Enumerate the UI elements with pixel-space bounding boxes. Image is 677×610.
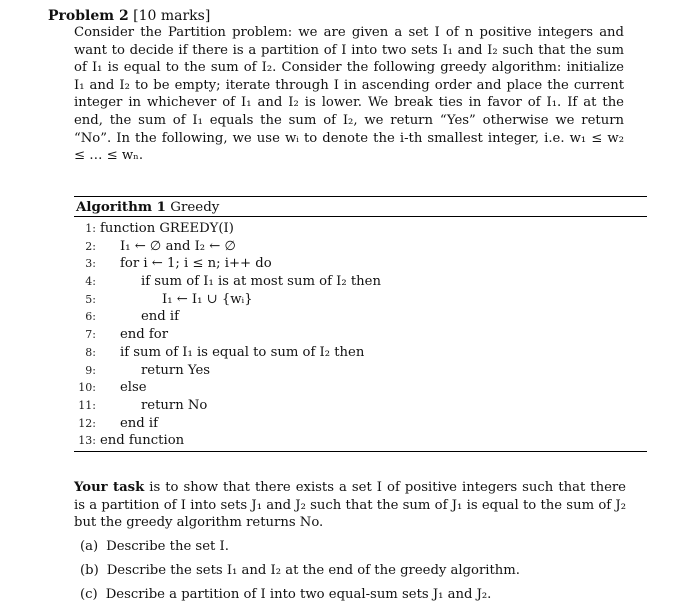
line-number: 10: bbox=[78, 381, 96, 395]
line-code: if sum of I₁ is equal to sum of I₂ then bbox=[120, 344, 365, 360]
algorithm-line bbox=[74, 238, 647, 256]
task-item-text: Describe a partition of I into two equal-sum sets J₁ and J₂. bbox=[105, 587, 492, 602]
line-code: I₁ ← I₁ ∪ {wᵢ} bbox=[162, 291, 253, 307]
algorithm-caption-name: Greedy bbox=[170, 200, 220, 215]
algorithm-box bbox=[74, 196, 647, 452]
task-body: is to show that there exists a set I of positive integers such that there is a partition of I into sets J₁ and J₂ such that the sum of J₁ is equal to the sum of J₂ but the greedy algorithm returns No. bbox=[74, 480, 626, 531]
problem-marks: [10 marks] bbox=[133, 8, 211, 24]
algorithm-line bbox=[74, 308, 647, 326]
algorithm-caption bbox=[74, 197, 647, 216]
algorithm-line bbox=[74, 432, 647, 450]
algorithm-body bbox=[74, 217, 647, 450]
task-item-label: (a) bbox=[80, 539, 99, 554]
algorithm-line bbox=[74, 362, 647, 380]
task-lead: Your task bbox=[74, 480, 145, 495]
line-number: 1: bbox=[85, 222, 96, 235]
line-number: 12: bbox=[78, 416, 96, 430]
task-item bbox=[80, 539, 229, 554]
line-number: 7: bbox=[85, 328, 96, 342]
line-code: for i ← 1; i ≤ n; i++ do bbox=[120, 256, 272, 272]
line-code: end function bbox=[100, 433, 185, 449]
line-number: 8: bbox=[85, 345, 96, 359]
problem-intro: Consider the Partition problem: we are given a set I of n positive integers and want to decide if there is a partition of I into two sets I₁ and I₂ such that the sum of I₁ is equal to the sum of I₂. Consider the following greedy algorithm: initialize I₁ and I₂ to be empty; iterate through I in ascending order and place the current integer in whichever of I₁ and I₂ is lower. We break ties in favor of I₁. If at the end, the sum of I₁ equals the sum of I₂, we return “Yes” otherwise we return “No”. In the following, we use wᵢ to denote the i-th smallest integer, i.e. w₁ ≤ w₂ ≤ … ≤ wₙ. bbox=[74, 25, 624, 164]
algorithm-line bbox=[74, 326, 647, 344]
task-item bbox=[80, 563, 520, 578]
line-number: 3: bbox=[85, 257, 96, 271]
line-code: end for bbox=[120, 327, 169, 343]
algorithm-caption-label: Algorithm 1 bbox=[76, 199, 166, 215]
task-item-label: (b) bbox=[80, 563, 99, 578]
line-code: if sum of I₁ is at most sum of I₂ then bbox=[141, 274, 381, 290]
line-number: 6: bbox=[85, 310, 96, 324]
line-number: 13: bbox=[78, 434, 96, 448]
algorithm-line bbox=[74, 344, 647, 362]
algorithm-bottom-rule bbox=[74, 451, 647, 452]
line-number: 4: bbox=[85, 275, 96, 289]
task-item-text: Describe the set I. bbox=[106, 539, 229, 554]
line-number: 2: bbox=[85, 239, 96, 253]
line-code: I₁ ← ∅ and I₂ ← ∅ bbox=[120, 238, 237, 254]
line-code: end if bbox=[141, 309, 180, 325]
line-code: end if bbox=[120, 415, 159, 431]
task-paragraph bbox=[74, 479, 626, 532]
problem-heading bbox=[48, 8, 210, 24]
line-number: 9: bbox=[85, 363, 96, 377]
problem-number: Problem 2 bbox=[48, 8, 129, 24]
line-code: return No bbox=[141, 397, 208, 413]
algorithm-line bbox=[74, 291, 647, 309]
line-code: else bbox=[120, 380, 147, 396]
line-number: 5: bbox=[85, 292, 96, 306]
algorithm-line bbox=[74, 415, 647, 433]
algorithm-line bbox=[74, 397, 647, 415]
line-number: 11: bbox=[78, 398, 96, 412]
line-code: return Yes bbox=[141, 362, 211, 378]
line-code: function GREEDY(I) bbox=[100, 221, 234, 236]
task-item-text: Describe the sets I₁ and I₂ at the end of the greedy algorithm. bbox=[106, 563, 520, 578]
task-item bbox=[80, 587, 491, 602]
task-item-label: (c) bbox=[80, 587, 98, 602]
algorithm-line bbox=[74, 220, 647, 238]
algorithm-line bbox=[74, 255, 647, 273]
algorithm-line bbox=[74, 273, 647, 291]
algorithm-line bbox=[74, 379, 647, 397]
